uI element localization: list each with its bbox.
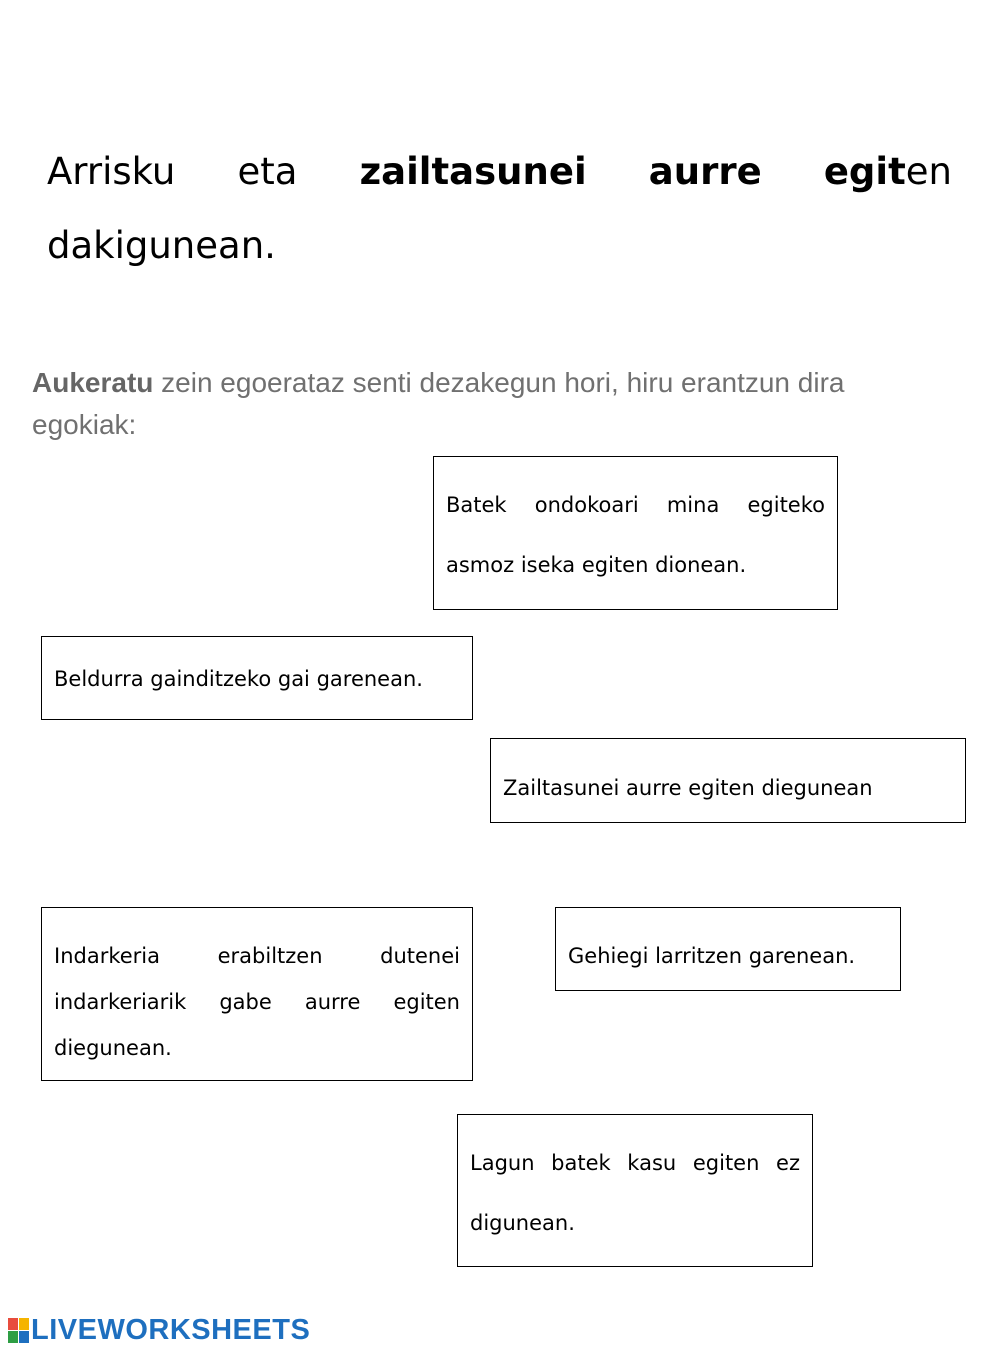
answer-option-2[interactable]: [41, 636, 473, 720]
logo-mark-icon: [8, 1318, 29, 1343]
answer-option-3[interactable]: [490, 738, 966, 823]
answer-option-6[interactable]: [457, 1114, 813, 1267]
heading-word: Arrisku: [47, 150, 176, 193]
heading-word: eta: [237, 150, 298, 193]
heading-line-2: dakigunean.: [47, 224, 276, 267]
answer-option-text: Beldurra gainditzeko gai garenean.: [54, 667, 423, 691]
logo-square: [8, 1318, 18, 1330]
instruction-bold: Aukeratu: [32, 367, 154, 398]
instruction-body: zein egoerataz senti dezakegun hori, hiru erantzun dira egokiak:: [32, 367, 845, 440]
answer-option-text: Lagun batek kasu egiten ez digunean.: [470, 1151, 800, 1235]
instruction-text: [32, 362, 932, 446]
answer-option-5[interactable]: [555, 907, 901, 991]
heading-word: zailtasunei: [359, 150, 587, 193]
logo-square: [19, 1331, 29, 1343]
answer-option-text: Zailtasunei aurre egiten diegunean: [503, 776, 873, 800]
logo-text: LIVEWORKSHEETS: [31, 1314, 311, 1346]
answer-option-text: Gehiegi larritzen garenean.: [568, 944, 856, 968]
logo-square: [8, 1331, 18, 1343]
worksheet-heading: [47, 150, 952, 267]
logo-square: [19, 1318, 29, 1330]
heading-word: aurre: [648, 150, 762, 193]
liveworksheets-logo[interactable]: [8, 1314, 310, 1347]
answer-option-4[interactable]: [41, 907, 473, 1081]
answer-option-1[interactable]: [433, 456, 838, 610]
answer-option-text: Indarkeria erabiltzen dutenei indarkeriarik gabe aurre egiten diegunean.: [54, 944, 460, 1060]
heading-word: [824, 150, 952, 193]
heading-word-rest: en: [905, 150, 952, 193]
heading-word-bold-part: egit: [823, 150, 906, 193]
answer-option-text: Batek ondokoari mina egiteko asmoz iseka egiten dionean.: [446, 493, 825, 577]
